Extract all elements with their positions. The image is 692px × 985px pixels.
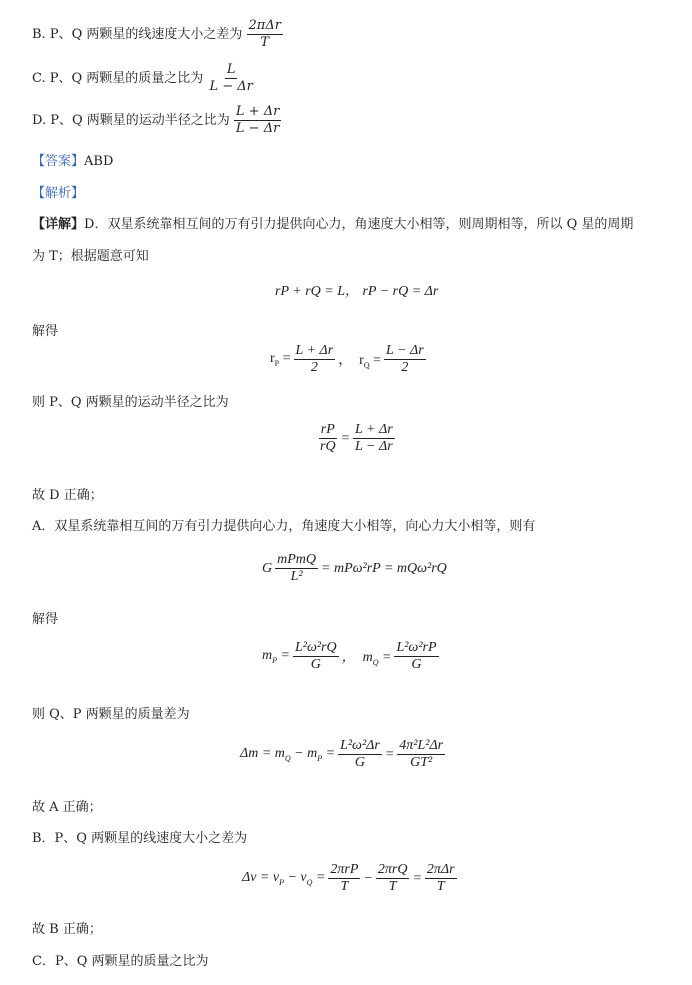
analysis-tag: 【解析】 [32, 186, 85, 201]
equation-mass-diff: $\Delta m = m_Q - m_P$ = $\frac{\text{L²ω²Δr}}{G}$ = $\frac{\text{4π²L²Δr}}{\text{GT²}}$ [240, 738, 444, 770]
mass-diff-text: 则 Q、P 两颗星的质量差为 [32, 707, 190, 722]
ratio-text: 则 P、Q 两颗星的运动半径之比为 [32, 395, 229, 410]
option-d-fraction: $\frac{L + \Delta r}{L - \Delta r}$ [235, 104, 280, 136]
equation-ratio: $\frac{rP}{rQ}$ = $\frac{L + \Delta r}{L - \Delta r}$ [320, 422, 393, 454]
b-text: B．P、Q 两颗星的线速度大小之差为 [32, 831, 248, 846]
option-b: B. P、Q 两颗星的线速度大小之差为 $\frac{\text{2πΔr}}{T}$ [32, 18, 281, 50]
option-d: D. P、Q 两颗星的运动半径之比为 $\frac{L + \Delta r}{L - \Delta r}$ [32, 104, 280, 136]
equation-sum-diff: rP + rQ = L， rP − rQ = Δr [275, 284, 439, 299]
answer-tag: 【答案】 [32, 154, 85, 169]
d-correct: 故 D 正确； [32, 488, 103, 503]
option-c: C. P、Q 两颗星的质量之比为 $\frac{L}{L - \Delta r}$ [32, 62, 253, 94]
c-text: C．P、Q 两颗星的质量之比为 [32, 954, 209, 969]
jiede-1: 解得 [32, 324, 59, 339]
answer-line [32, 150, 113, 169]
a-correct: 故 A 正确； [32, 800, 102, 815]
option-b-fraction: $\frac{\text{2πΔr}}{T}$ [248, 18, 281, 50]
equation-masses: $m_P$ = $\frac{\text{L²ω²rQ}}{G}$ ， $m_Q$ = $\frac{\text{L²ω²rP}}{G}$ [262, 640, 437, 672]
detail-line-1: 【详解】D．双星系统靠相互间的万有引力提供向心力，角速度大小相等，则周期相等，所以 Q 星的周期 [32, 217, 634, 232]
equation-gravity: G $\frac{\text{mPmQ}}{\text{L²}}$ = mPω²rP = mQω²rQ [262, 552, 447, 584]
a-text: A．双星系统靠相互间的万有引力提供向心力，角速度大小相等，向心力大小相等，则有 [32, 519, 536, 534]
detail-line-2: 为 T；根据题意可知 [32, 249, 149, 264]
answer-value: ABD [84, 154, 114, 169]
equation-velocity-diff: $\Delta v = v_P - v_Q$ = $\frac{\text{2πrP}}{T}$ − $\frac{\text{2πrQ}}{T}$ = $\frac{\text{2πΔr}}{T}$ [242, 862, 455, 894]
b-correct: 故 B 正确； [32, 922, 102, 937]
detail-tag: 【详解】 [32, 217, 85, 232]
option-c-fraction: $\frac{L}{L - \Delta r}$ [209, 62, 253, 94]
equation-radii: $r_P$ = $\frac{L + \Delta r}{2}$ ， $r_Q$ = $\frac{L - \Delta r}{2}$ [270, 343, 424, 375]
jiede-2: 解得 [32, 612, 59, 627]
